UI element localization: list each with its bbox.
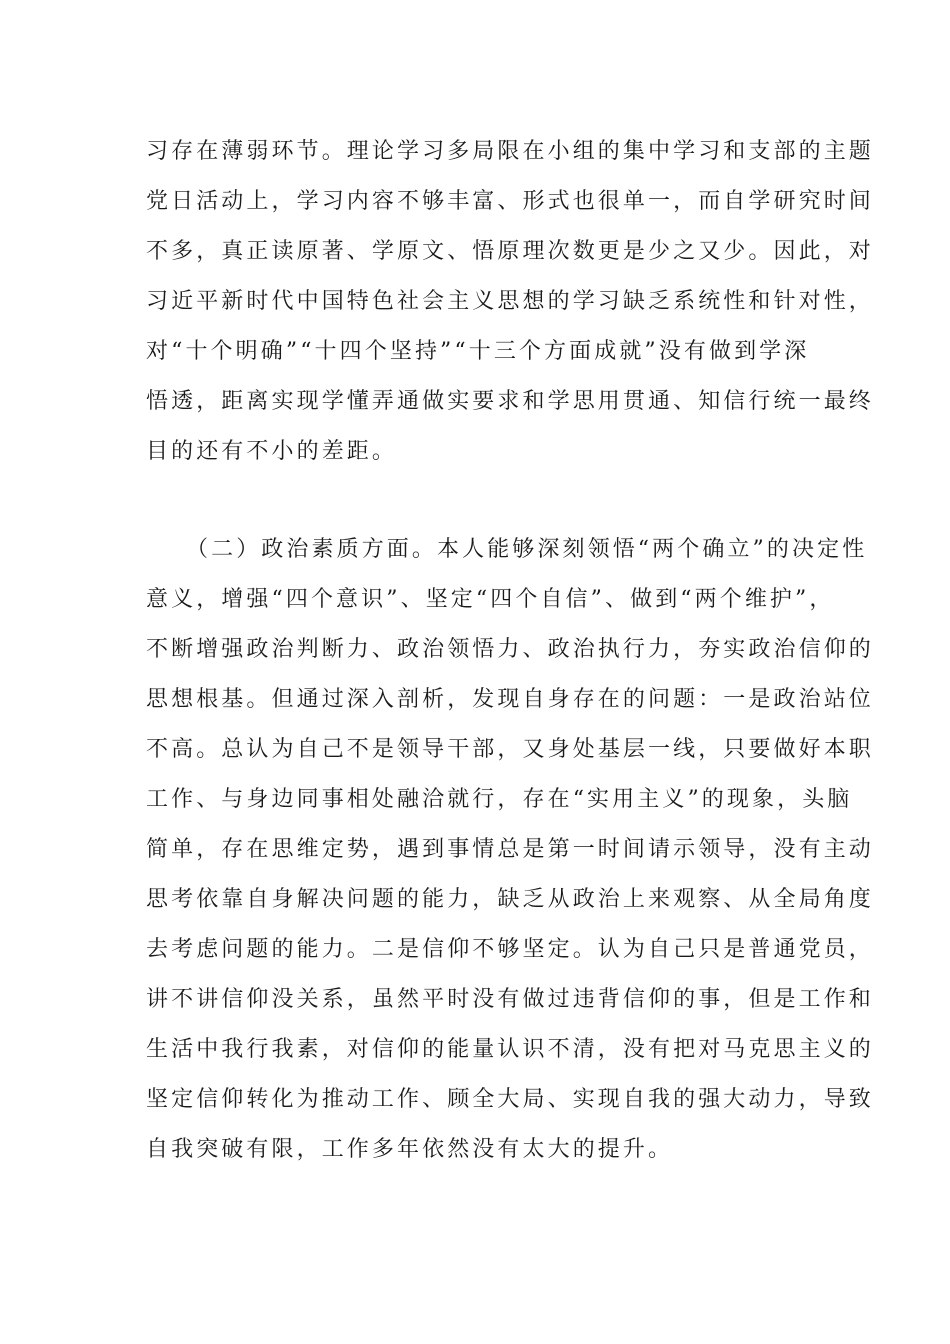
text-line: 简单，存在思维定势，遇到事情总是第一时间请示领导，没有主动 [146,837,874,862]
text-line: 生活中我行我素，对信仰的能量认识不清，没有把对马克思主义的 [146,1037,874,1062]
text-line: 党日活动上，学习内容不够丰富、形式也很单一，而自学研究时间 [146,189,874,214]
text-line: 工作、与身边同事相处融洽就行，存在“实用主义”的现象，头脑 [146,787,853,812]
text-line: 不高。总认为自己不是领导干部，又身处基层一线，只要做好本职 [146,737,874,762]
text-line: 习近平新时代中国特色社会主义思想的学习缺乏系统性和针对性， [146,289,874,314]
text-line: 习存在薄弱环节。理论学习多局限在小组的集中学习和支部的主题 [146,139,874,164]
text-line: 思想根基。但通过深入剖析，发现自身存在的问题：一是政治站位 [146,687,874,712]
text-line: （二）政治素质方面。本人能够深刻领悟“两个确立”的决定性 [186,537,868,562]
text-line: 去考虑问题的能力。二是信仰不够坚定。认为自己只是普通党员， [146,937,874,962]
text-line: 自我突破有限，工作多年依然没有太大的提升。 [146,1137,674,1162]
text-line: 讲不讲信仰没关系，虽然平时没有做过违背信仰的事，但是工作和 [146,987,874,1012]
text-line: 思考依靠自身解决问题的能力，缺乏从政治上来观察、从全局角度 [146,887,874,912]
text-line: 悟透，距离实现学懂弄通做实要求和学思用贯通、知信行统一最终 [146,389,874,414]
text-line: 目的还有不小的差距。 [146,439,398,464]
text-line: 对“十个明确”“十四个坚持”“十三个方面成就”没有做到学深 [146,339,810,364]
text-line: 意义，增强“四个意识”、坚定“四个自信”、做到“两个维护”， [146,587,835,612]
text-line: 不断增强政治判断力、政治领悟力、政治执行力，夯实政治信仰的 [146,637,874,662]
text-line: 不多，真正读原著、学原文、悟原理次数更是少之又少。因此，对 [146,239,874,264]
text-line: 坚定信仰转化为推动工作、顾全大局、实现自我的强大动力，导致 [146,1087,874,1112]
